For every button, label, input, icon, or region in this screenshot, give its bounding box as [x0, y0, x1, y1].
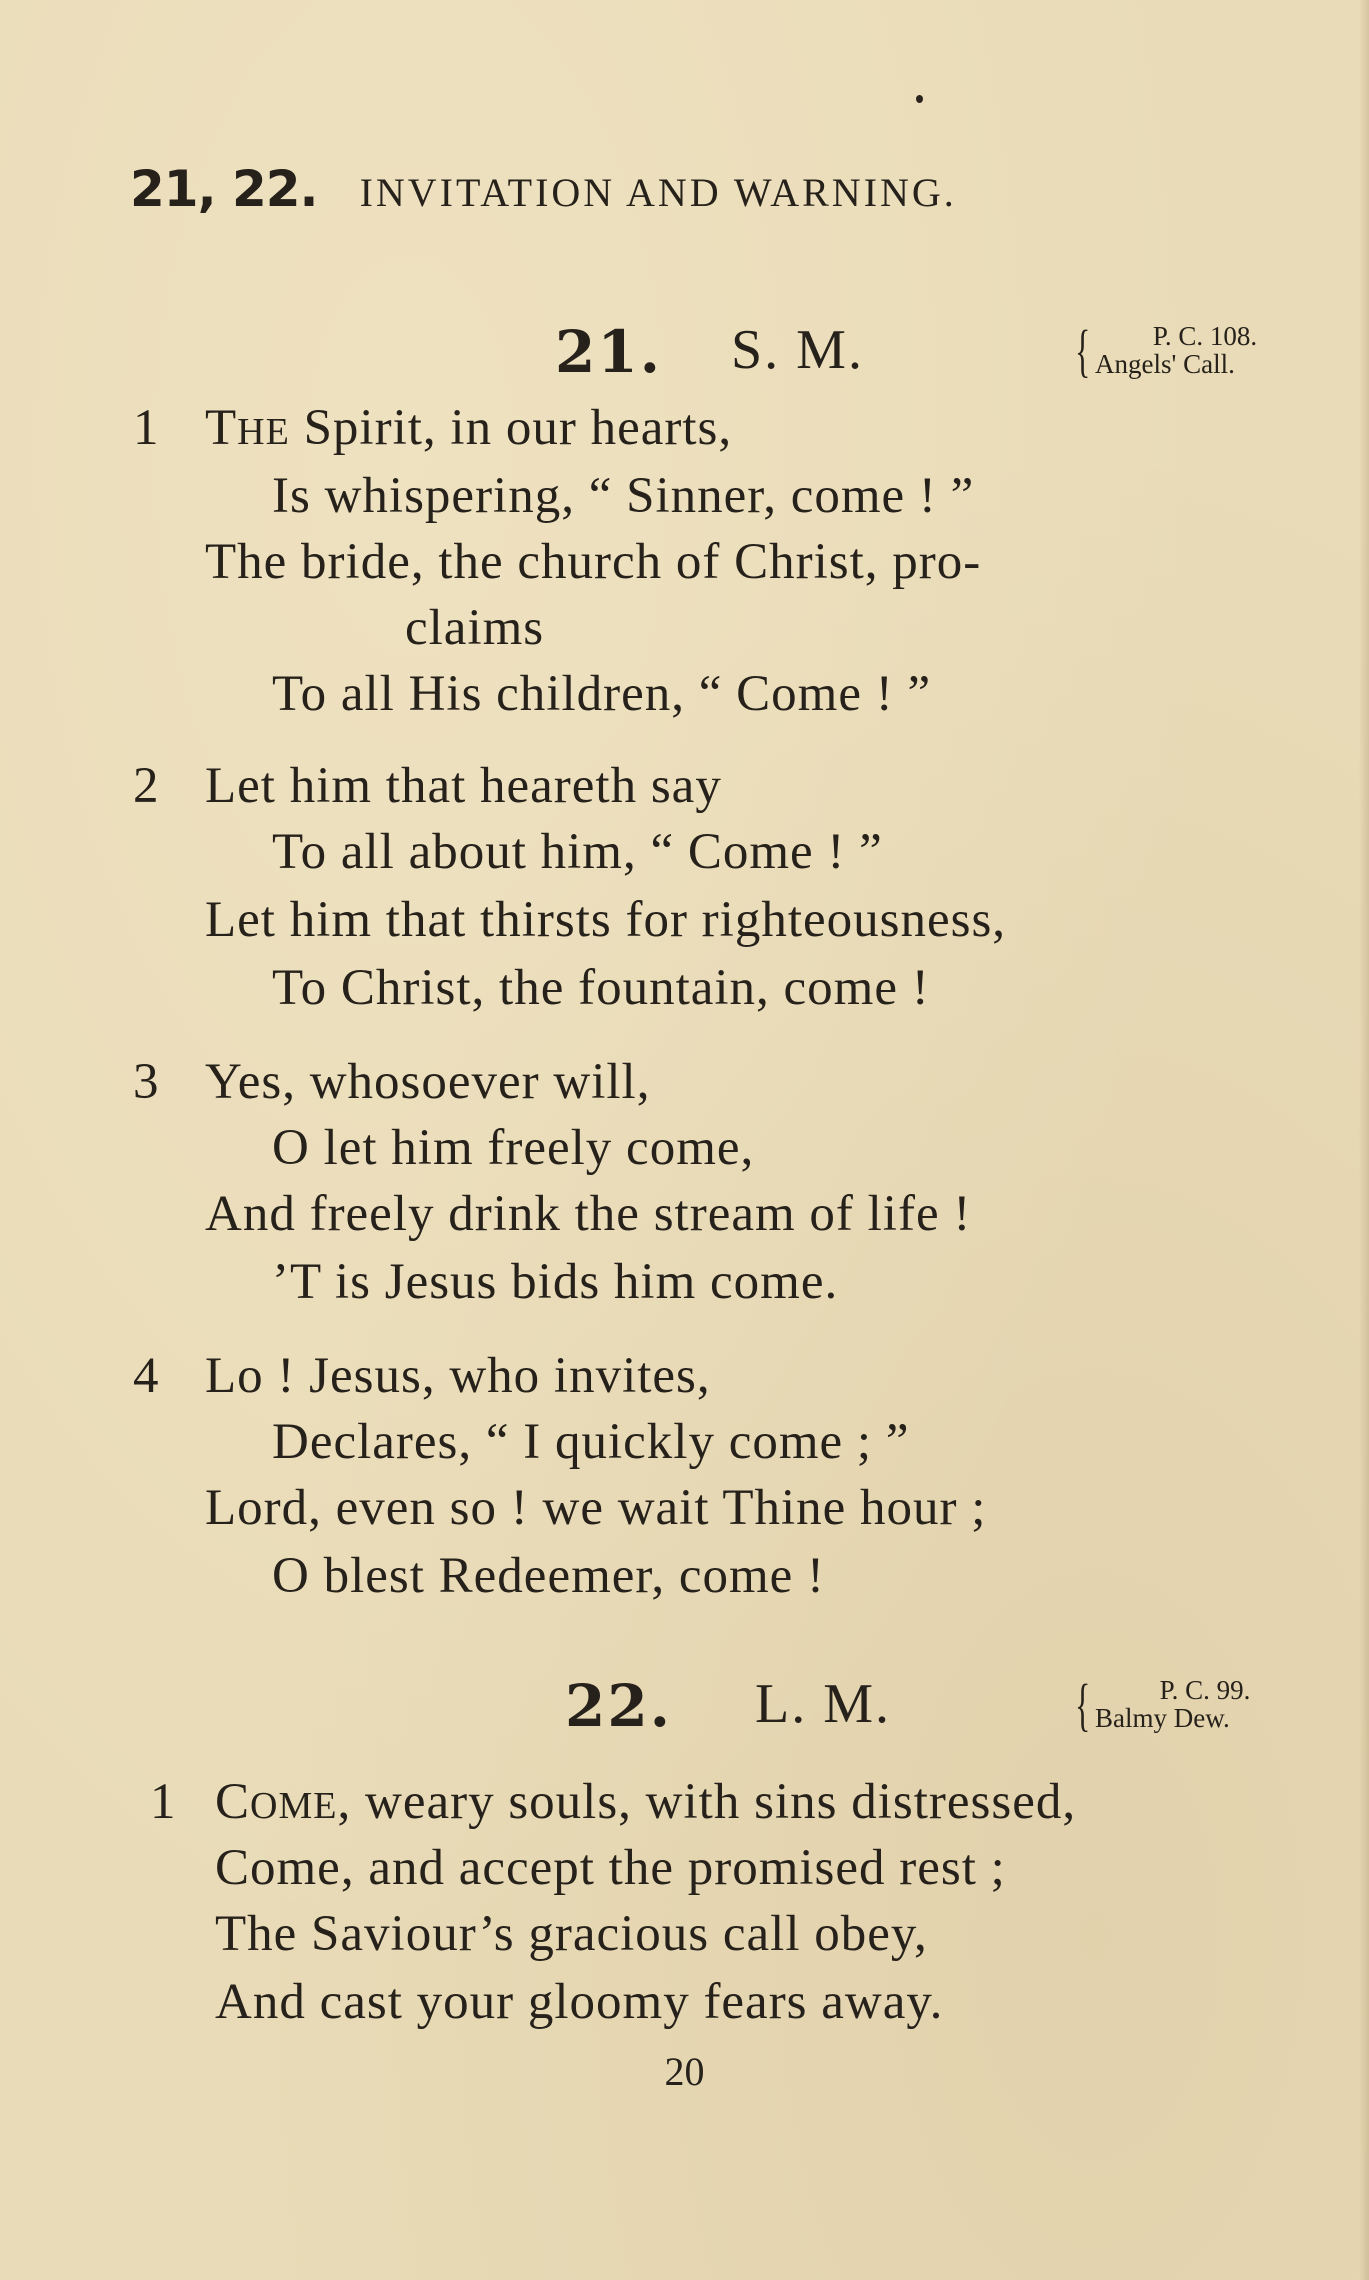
tune-name: Balmy Dew. [1095, 1703, 1230, 1733]
hymn-heading [565, 1672, 1345, 1742]
drop-cap: T [205, 400, 238, 456]
tune-ref: P. C. 99. [1159, 1675, 1251, 1705]
verse-number: 2 [133, 758, 159, 814]
running-head-title: INVITATION AND WARNING. [359, 170, 957, 215]
verse-number: 4 [133, 1348, 159, 1404]
verse-line: claims [405, 600, 545, 656]
verse-line [215, 1772, 1076, 1836]
verse-line [205, 398, 732, 462]
page-edge-shadow [1359, 0, 1369, 2280]
verse-line: And cast your gloomy fears away. [215, 1974, 944, 2030]
small-caps: OME [250, 1785, 338, 1827]
verse-line: O let him freely come, [272, 1120, 755, 1176]
hymn-number: 21. [555, 318, 662, 386]
small-caps: HE [237, 411, 290, 453]
verse-line: To all His children, “ Come ! ” [272, 666, 932, 722]
tune-ref: P. C. 108. [1152, 321, 1258, 351]
hymn-meter: L. M. [755, 1673, 891, 1735]
verse-number: 1 [150, 1774, 176, 1830]
running-head-numbers: 21, 22. [130, 160, 318, 218]
hymn-meter: S. M. [731, 319, 864, 381]
verse-line: Lord, even so ! we wait Thine hour ; [205, 1480, 987, 1536]
verse-line: To all about him, “ Come ! ” [272, 824, 883, 880]
verse-line: And freely drink the stream of life ! [205, 1186, 972, 1242]
verse-line: The Saviour’s gracious call obey, [215, 1906, 928, 1962]
verse-line: The bride, the church of Christ, pro- [205, 534, 982, 590]
tune-reference [1075, 316, 1325, 386]
hymn-number: 22. [565, 1672, 672, 1740]
line-text: Spirit, in our hearts, [289, 400, 733, 456]
brace-glyph: { [1075, 1672, 1091, 1737]
tune-reference [1075, 1670, 1325, 1740]
verse-number: 1 [133, 400, 159, 456]
verse-number: 3 [133, 1054, 159, 1110]
hymn-heading [555, 318, 1345, 388]
verse-line: ’T is Jesus bids him come. [272, 1254, 839, 1310]
brace-glyph: { [1075, 318, 1091, 383]
verse-line: Let him that thirsts for righteousness, [205, 892, 1007, 948]
ink-speck [916, 95, 923, 103]
verse-line: Yes, whosoever will, [205, 1054, 651, 1110]
page-number: 20 [664, 2049, 705, 2094]
running-head [130, 160, 1240, 230]
verse-line: Let him that heareth say [205, 758, 722, 814]
drop-cap: C [215, 1774, 251, 1830]
line-text: , weary souls, with sins distressed, [337, 1774, 1077, 1830]
verse-line: Lo ! Jesus, who invites, [205, 1348, 711, 1404]
verse-line: Come, and accept the promised rest ; [215, 1840, 1006, 1896]
verse-line: Is whispering, “ Sinner, come ! ” [272, 468, 975, 524]
tune-name: Angels' Call. [1095, 349, 1235, 379]
verse-line: To Christ, the fountain, come ! [272, 960, 930, 1016]
verse-line: O blest Redeemer, come ! [272, 1548, 826, 1604]
verse-line: Declares, “ I quickly come ; ” [272, 1414, 910, 1470]
